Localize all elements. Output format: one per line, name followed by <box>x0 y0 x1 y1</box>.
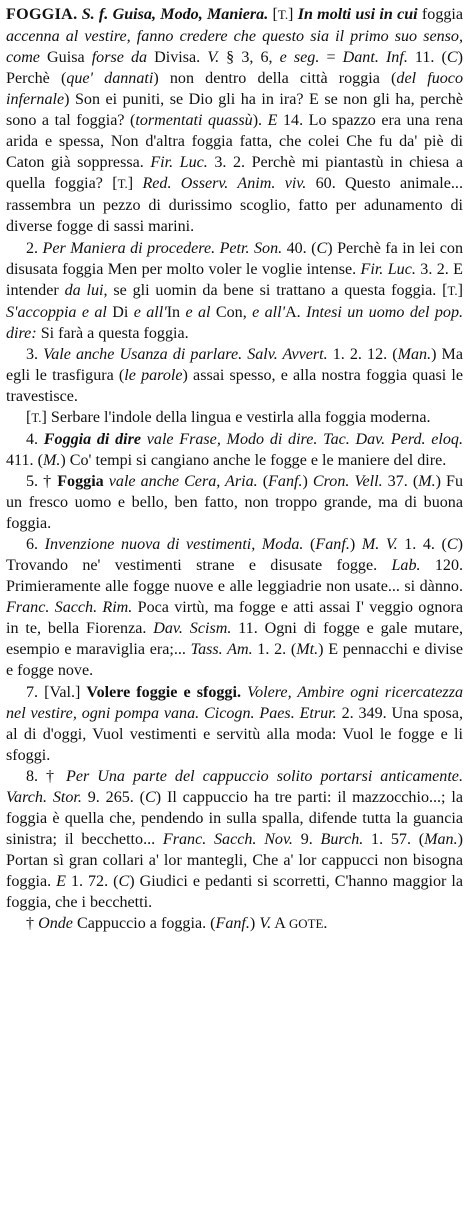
sense-body <box>6 240 463 342</box>
text-run: 2. 349. Una sposa, al di d'oggi, Vuol vestimenti e servitù alla moda: Vuol le fogge e li sfoggi. <box>6 704 463 764</box>
text-run: Invenzione nuova di vestimenti, Moda. <box>44 536 304 554</box>
text-run: Fanf. <box>315 536 350 554</box>
text-run: accenna al vestire, fanno credere che questo sia il primo suo senso, come <box>6 28 463 67</box>
text-run: GOTE <box>289 917 324 932</box>
sense-5 <box>6 471 463 534</box>
text-run: ) Perchè ( <box>6 49 464 88</box>
text-run: Foggia di dire <box>43 430 142 448</box>
text-run: ) Giudici e pedanti si scorretti, C'hanno maggior la foggia, che i becchetti. <box>6 872 463 911</box>
text-run: ) <box>349 536 362 554</box>
text-run: ) Fu un fresco uomo e bello, ben fatto, non troppo grande, ma di buona foggia. <box>6 473 464 533</box>
text-run: que' dannati <box>66 70 154 88</box>
headword: FOGGIA. <box>6 6 78 23</box>
text-run: E <box>267 112 278 130</box>
text-run: ) Ma egli le trasfigura ( <box>6 345 464 384</box>
sense-body <box>6 473 463 532</box>
text-run: A <box>271 915 289 933</box>
text-run: Per Maniera di procedere. Petr. Son. <box>42 239 283 257</box>
text-run: Fir. Luc. <box>360 260 416 278</box>
text-run: M. <box>418 473 436 491</box>
sense-2 <box>6 238 463 344</box>
text-run: T. <box>277 8 289 22</box>
text-run: 11. Ogni di fogge e gale mutare, esempio e maraviglia era;... <box>6 620 463 659</box>
text-run: 3. 2. E intender <box>6 260 464 299</box>
sense-6 <box>6 534 463 681</box>
text-run: 40. ( <box>282 239 317 257</box>
text-run: C <box>446 536 458 554</box>
text-run: Guisa, Modo, Maniera. <box>112 6 269 23</box>
text-run: . <box>323 915 328 933</box>
text-run: ) Perchè fa in lei con disusata foggia Men per molto voler le voglie intense. <box>6 239 463 278</box>
text-run: § 3, 6, <box>219 49 280 67</box>
text-run: Man. <box>424 830 458 848</box>
sense-body <box>6 536 463 679</box>
text-run: Volere foggie e sfoggi. <box>86 683 241 701</box>
text-run: Poca virtù, ma fogge e atti assai I' veggio ognora in te, bella Fiorenza. <box>6 599 463 638</box>
text-run: 8. † <box>26 767 67 785</box>
text-run: M. <box>42 451 61 469</box>
text-run: ) <box>302 473 313 491</box>
text-run: ] <box>288 6 298 23</box>
text-run: 9. 265. ( <box>81 788 146 806</box>
text-run: Dav. Scism. <box>153 620 232 638</box>
text-run: A. <box>285 303 307 321</box>
text-run: vale anche Cera, Aria. <box>108 473 258 491</box>
text-run: 4. <box>26 430 44 448</box>
text-run: ( <box>257 473 269 491</box>
text-run: = <box>319 49 343 67</box>
text-run: Franc. Sacch. Rim. <box>6 599 133 617</box>
text-run: 37. ( <box>382 473 419 491</box>
text-run: 7. [Val.] <box>26 683 87 701</box>
text-run: ) Portan sì gran collari a' lor mantegli, Che a' lor cappucci non bisogna foggia. <box>6 830 463 890</box>
sense-body <box>6 431 463 469</box>
text-run: ) E pennacchi e divise e fogge nove. <box>6 641 463 680</box>
sense-body <box>6 768 463 911</box>
text-run: e seg. <box>279 49 320 67</box>
text-run: 6. <box>26 536 45 554</box>
text-run: ] <box>457 281 463 299</box>
text-run: T. <box>31 410 42 425</box>
text-run: Cron. Vell. <box>312 473 383 491</box>
text-run: ) <box>249 915 260 933</box>
text-run: Vale anche Usanza di parlare. Salv. Avvert. <box>43 345 328 363</box>
text-run: 1. 2. ( <box>252 641 297 659</box>
text-run: 1. 57. ( <box>363 830 425 848</box>
text-run: 120. Primieramente alle fogge nuove e alle leggiadrie non usate... si dànno. <box>6 557 464 596</box>
text-run: 60. Questo animale... rassembra un pezzo di durissimo scoglio, fatto per adunamento di diverse fogge di sassi marini. <box>6 175 463 236</box>
text-run: Lab. <box>391 557 421 575</box>
text-run: Fanf. <box>268 473 303 491</box>
text-run: C <box>316 239 328 257</box>
text-run: Per Una parte del cappuccio solito portarsi anticamente. Varch. Stor. <box>6 767 463 806</box>
text-run: In molti usi in cui <box>297 6 418 23</box>
text-run: ) non dentro della città roggia ( <box>153 70 397 88</box>
text-run: 5. † <box>26 473 58 491</box>
text-run: Franc. Sacch. Nov. <box>162 830 293 848</box>
sense-7 <box>6 682 463 766</box>
sense-body <box>6 684 463 764</box>
text-run: forse da <box>91 49 148 67</box>
text-run: Fanf. <box>215 915 250 933</box>
sense-1 <box>6 4 463 238</box>
sense-9 <box>6 913 463 935</box>
text-run: Con, <box>210 303 253 321</box>
text-run: , se gli uomin da bene si trattano a questa foggia. [ <box>103 281 448 299</box>
text-run: Intesi un uomo del pop. dire: <box>6 303 464 342</box>
text-run: vale Frase, Modo di dire. Tac. Dav. Perd. eloq. <box>146 430 464 448</box>
text-run: e all' <box>252 303 286 321</box>
sense-body <box>26 409 431 426</box>
text-run: Fir. Luc. <box>150 154 208 172</box>
text-run: 1. 72. ( <box>65 872 119 890</box>
text-run: Divisa. <box>147 49 208 67</box>
text-run: 2. <box>26 239 43 257</box>
text-run: 411. ( <box>6 451 43 469</box>
text-run: C <box>145 788 156 806</box>
text-run: 14. Lo spazzo era una rena arida e spessa, Non d'altra foggia fatta, che colei Che fu da' piè di Caton già soppressa. <box>6 112 464 172</box>
text-run: In <box>166 303 186 321</box>
text-run: le parole <box>124 366 183 384</box>
sense-body <box>26 915 327 932</box>
text-run: Cappuccio a foggia. ( <box>72 915 216 933</box>
text-run: 9. <box>292 830 321 848</box>
text-run: ). <box>252 112 268 130</box>
text-run: ( <box>303 536 316 554</box>
text-run: Tass. Am. <box>190 641 253 659</box>
text-run: Red. Osserv. Anim. viv. <box>142 175 307 193</box>
text-run: T. <box>117 177 128 192</box>
text-run: Di <box>106 303 134 321</box>
sense-3 <box>6 344 463 407</box>
text-run: Si farà a questa foggia. <box>36 324 189 342</box>
text-run: 11. ( <box>407 49 447 67</box>
text-run: e all' <box>133 303 167 321</box>
text-run: M. V. <box>361 536 398 554</box>
text-run: ) Son ei puniti, se Dio gli ha in ira? E se non gli ha, perchè sono a tal foggia? ( <box>6 91 463 130</box>
text-run: [ <box>26 408 32 426</box>
text-run: S'accoppia e al <box>6 303 107 321</box>
text-run: C <box>118 872 130 890</box>
text-run: [ <box>268 6 278 23</box>
text-run: Man. <box>397 345 432 363</box>
text-run: C <box>446 49 458 67</box>
sense-3-note <box>6 407 463 429</box>
text-run: ) Il cappuccio ha tre parti: il mazzocchio...; la foggia è quella che, pendendo in sulla spalla, difende tutta la guancia sinistra; il becchetto... <box>6 788 463 848</box>
text-run: tormentati quassù <box>135 112 253 130</box>
text-run: ) Trovando ne' vestimenti strane e disusate fogge. <box>6 536 464 575</box>
text-run: Volere, Ambire ogni ricercatezza nel vestire, ogni pompa vana. Cicogn. Paes. Etrur. <box>6 683 463 722</box>
text-run: E <box>56 872 66 890</box>
text-run: † <box>26 915 39 933</box>
text-run: ) Co' tempi si cangiano anche le fogge e le maniere del dire. <box>60 451 447 469</box>
text-run: 3. <box>26 345 44 363</box>
text-run: da lui <box>64 281 104 299</box>
sense-body <box>6 6 463 235</box>
text-run: ] <box>127 175 143 193</box>
text-run: 3. 2. Perchè mi piantastù in chiesa a quella foggia? [ <box>6 154 463 193</box>
text-run: ] Serbare l'indole della lingua e vestirla alla foggia moderna. <box>41 408 431 426</box>
text-run: ) assai spesso, e alla nostra foggia quasi le travestisce. <box>6 366 463 405</box>
text-run: e al <box>185 303 211 321</box>
text-run: V. <box>207 49 220 67</box>
text-run: del fuoco infernale <box>6 70 463 109</box>
text-run: Mt. <box>296 641 319 659</box>
sense-4 <box>6 429 463 471</box>
sense-8 <box>6 766 463 913</box>
text-run: V. <box>259 915 272 933</box>
text-run: Onde <box>38 915 73 933</box>
text-run: Burch. <box>320 830 364 848</box>
text-run: 1. 4. ( <box>397 536 447 554</box>
text-run: Foggia <box>57 473 104 491</box>
sense-body <box>6 346 463 405</box>
text-run: T. <box>447 283 458 298</box>
part-of-speech: S. f. <box>81 6 109 23</box>
text-run: 1. 2. 12. ( <box>327 345 398 363</box>
text-run: foggia <box>417 6 464 23</box>
text-run: Guisa <box>39 49 92 67</box>
text-run: Dant. Inf. <box>342 49 408 67</box>
